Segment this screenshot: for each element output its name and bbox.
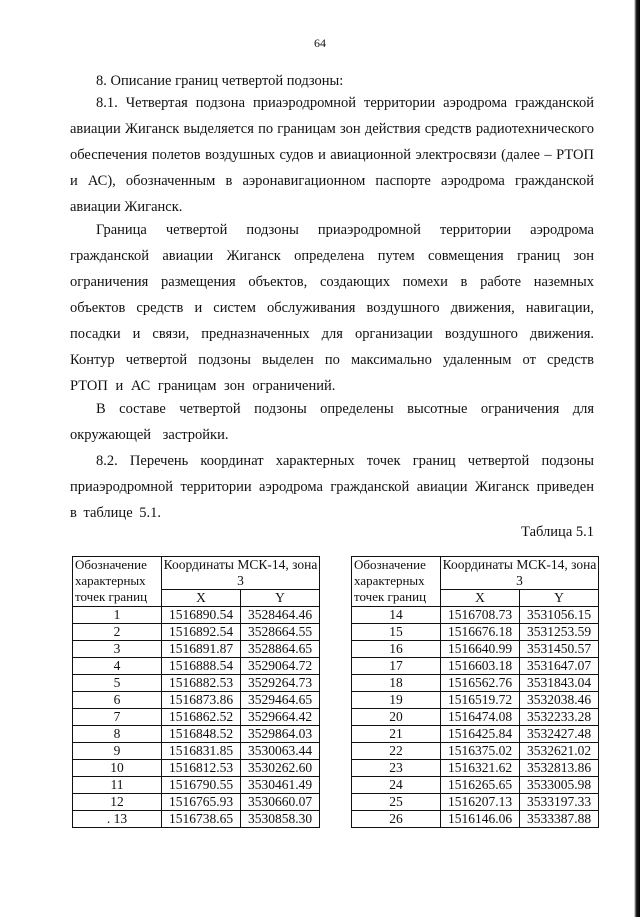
table-row [352,811,599,828]
point-number: 14 [352,607,441,624]
x-value: 1516790.55 [162,777,241,794]
x-value: 1516562.76 [441,675,520,692]
point-number: 1 [73,607,162,624]
table-row [73,692,320,709]
y-value: 3529064.72 [241,658,320,675]
page-edge [634,0,640,917]
y-value: 3529864.03 [241,726,320,743]
x-value: 1516831.85 [162,743,241,760]
y-value: 3532621.02 [520,743,599,760]
table-row [73,777,320,794]
point-number: 17 [352,658,441,675]
point-number: 11 [73,777,162,794]
x-value: 1516207.13 [441,794,520,811]
y-value: 3531253.59 [520,624,599,641]
x-value: 1516676.18 [441,624,520,641]
x-value: 1516873.86 [162,692,241,709]
point-number: 18 [352,675,441,692]
table-row [352,692,599,709]
table-caption: Таблица 5.1 [521,524,594,540]
table-row [73,607,320,624]
x-value: 1516519.72 [441,692,520,709]
x-value: 1516375.02 [441,743,520,760]
point-number: . 13 [73,811,162,828]
x-value: 1516474.08 [441,709,520,726]
y-value: 3529264.73 [241,675,320,692]
x-value: 1516862.52 [162,709,241,726]
x-value: 1516321.62 [441,760,520,777]
table-row [73,658,320,675]
section-heading: 8. Описание границ четвертой подзоны: [96,73,344,89]
coordinates-table-left [72,556,320,828]
y-value: 3529464.65 [241,692,320,709]
x-value: 1516425.84 [441,726,520,743]
x-value: 1516146.06 [441,811,520,828]
x-value: 1516890.54 [162,607,241,624]
paragraph-8-1: 8.1. Четвертая подзона приаэродромной территории аэродрома гражданской авиации Жиганск выделяется по границам зон действия средств радиотехнического обеспечения полетов воздушных судов и авиационной электросвязи (далее – РТОП и АС), обозначенным в аэронавигационном паспорте аэродрома гражданской авиации Жиганск. [70,95,594,215]
x-value: 1516892.54 [162,624,241,641]
point-number: 15 [352,624,441,641]
table-row [352,675,599,692]
y-value: 3530063.44 [241,743,320,760]
y-value: 3531843.04 [520,675,599,692]
page-number: 64 [314,36,326,50]
point-number: 22 [352,743,441,760]
y-value: 3533387.88 [520,811,599,828]
table-row [352,624,599,641]
table-row [73,760,320,777]
table-row [352,607,599,624]
point-number: 7 [73,709,162,726]
y-value: 3528464.46 [241,607,320,624]
table-row [73,641,320,658]
point-header: Обозначение характерных точек границ [73,557,162,607]
paragraph-8-2: 8.2. Перечень координат характерных точек границ четвертой подзоны приаэродромной территории аэродрома гражданской авиации Жиганск приведен в таблице 5.1. [70,453,594,521]
table-row [352,641,599,658]
x-value: 1516738.65 [162,811,241,828]
y-value: 3532427.48 [520,726,599,743]
x-header: X [162,590,241,607]
y-value: 3532813.86 [520,760,599,777]
table-row [352,709,599,726]
table-row [352,760,599,777]
y-value: 3531647.07 [520,658,599,675]
y-value: 3533197.33 [520,794,599,811]
table-row [73,726,320,743]
x-value: 1516265.65 [441,777,520,794]
table-row [73,709,320,726]
x-value: 1516765.93 [162,794,241,811]
coords-header: Координаты МСК-14, зона 3 [441,557,599,590]
x-value: 1516640.99 [441,641,520,658]
point-number: 16 [352,641,441,658]
point-number: 23 [352,760,441,777]
y-value: 3530262.60 [241,760,320,777]
table-row [73,794,320,811]
x-header: X [441,590,520,607]
y-value: 3530461.49 [241,777,320,794]
point-number: 9 [73,743,162,760]
point-number: 3 [73,641,162,658]
y-value: 3532233.28 [520,709,599,726]
x-value: 1516882.53 [162,675,241,692]
y-value: 3531450.57 [520,641,599,658]
coordinates-table-right [351,556,599,828]
table-row [352,658,599,675]
y-value: 3533005.98 [520,777,599,794]
y-value: 3530660.07 [241,794,320,811]
point-number: 24 [352,777,441,794]
x-value: 1516891.87 [162,641,241,658]
y-value: 3528664.55 [241,624,320,641]
x-value: 1516708.73 [441,607,520,624]
table-row [73,624,320,641]
point-number: 10 [73,760,162,777]
y-value: 3530858.30 [241,811,320,828]
y-header: Y [520,590,599,607]
point-number: 6 [73,692,162,709]
y-header: Y [241,590,320,607]
point-number: 25 [352,794,441,811]
x-value: 1516603.18 [441,658,520,675]
table-row [352,794,599,811]
table-row [352,777,599,794]
point-number: 2 [73,624,162,641]
y-value: 3529664.42 [241,709,320,726]
point-number: 19 [352,692,441,709]
point-number: 12 [73,794,162,811]
table-row [73,675,320,692]
point-number: 8 [73,726,162,743]
x-value: 1516848.52 [162,726,241,743]
paragraph-height-limits: В составе четвертой подзоны определены высотные ограничения для окружающей застройки. [70,401,594,443]
table-row [352,743,599,760]
table-row [73,743,320,760]
point-number: 4 [73,658,162,675]
point-header: Обозначение характерных точек границ [352,557,441,607]
coords-header: Координаты МСК-14, зона 3 [162,557,320,590]
point-number: 5 [73,675,162,692]
point-number: 21 [352,726,441,743]
y-value: 3531056.15 [520,607,599,624]
y-value: 3528864.65 [241,641,320,658]
table-row [352,726,599,743]
point-number: 26 [352,811,441,828]
y-value: 3532038.46 [520,692,599,709]
x-value: 1516812.53 [162,760,241,777]
point-number: 20 [352,709,441,726]
table-row [73,811,320,828]
x-value: 1516888.54 [162,658,241,675]
paragraph-boundary: Граница четвертой подзоны приаэродромной территории аэродрома гражданской авиации Жиганск определена путем совмещения границ зон ограничения размещения объектов, создающих помехи в работе наземных объектов средств и систем обслуживания воздушного движения, навигации, посадки и связи, предназначенных для организации воздушного движения. Контур четвертой подзоны выделен по максимально удаленным от средств РТОП и АС границам зон ограничений. [70,222,594,394]
